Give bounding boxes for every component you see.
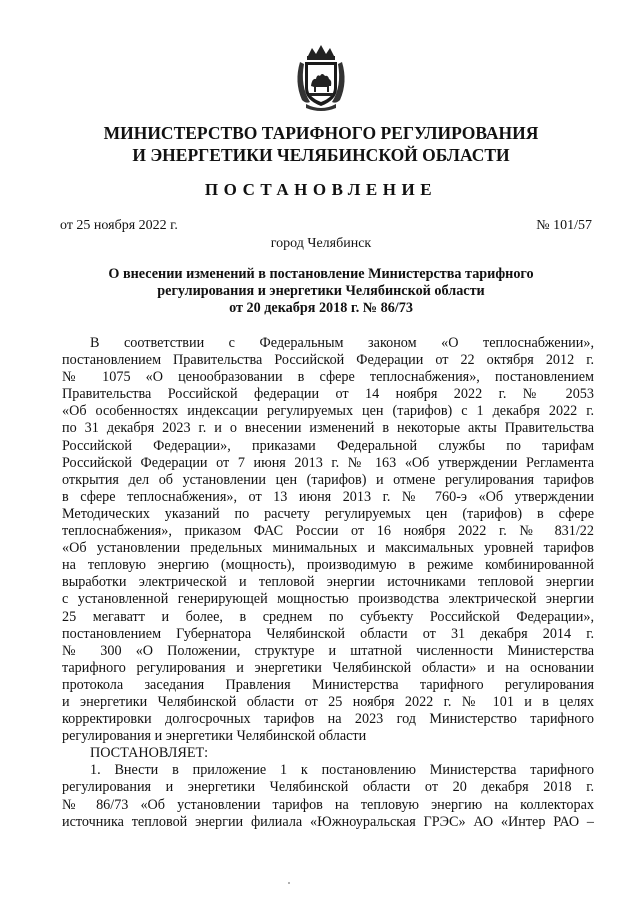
body-line: «Об особенностях индексации регулируемых цен (тарифов) с 1 декабря 2022 г. [62, 403, 594, 420]
item-line: источника тепловой энергии филиала «Южноуральская ГРЭС» АО «Интер РАО – [62, 813, 594, 830]
body-line: на тепловую энергию (мощность), производимую в режиме комбинированной [62, 557, 594, 574]
body-line: № 1075 «О ценообразовании в сфере теплоснабжения», постановлением [62, 369, 594, 386]
body-line: выработки электрической и тепловой энергии источниками тепловой энергии [62, 574, 594, 591]
body-line: теплоснабжения», приказом ФАС России от 16 ноября 2022 г. № 831/22 [62, 523, 594, 540]
title-line: регулирования и энергетики Челябинской области [157, 283, 485, 299]
body-line: регулирования и энергетики Челябинской области [62, 728, 367, 745]
document-city: город Челябинск [270, 236, 372, 251]
title-line: О внесении изменений в постановление Министерства тарифного [108, 266, 534, 282]
body-line: «Об установлении предельных минимальных и максимальных уровней тарифов [62, 540, 594, 557]
document-number: № 101/57 [536, 218, 592, 233]
body-line: тарифного регулирования и энергетики Челябинской области» и на основании [62, 659, 594, 676]
body-line: 25 мегаватт и более, в среднем по субъекту Российской Федерации», [62, 608, 594, 625]
ministry-line-1: МИНИСТЕРСТВО ТАРИФНОГО РЕГУЛИРОВАНИЯ [103, 123, 539, 143]
body-line: Правительства Российской федерации от 14 ноября 2022 г. № 2053 [62, 386, 594, 403]
body-line: № 300 «О Положении, структуре и штатной численности Министерства [62, 642, 594, 659]
body-line: открытия дел об установлении цен (тарифов) и отмене регулирования тарифов [62, 471, 594, 488]
coat-of-arms-icon [292, 42, 350, 114]
document-title [60, 266, 582, 317]
body-line: Российской Федерации от 7 июня 2013 г. № 163 «Об утверждении Регламента [62, 454, 594, 471]
body-line: постановлением Губернатора Челябинской области от 31 декабря 2014 г. [62, 625, 594, 642]
body-line: в сфере теплоснабжения», от 13 июня 2013 г. № 760-э «Об утверждении [62, 488, 594, 505]
body-line: постановлением Правительства Российской Федерации от 22 октября 2012 г. [62, 352, 594, 369]
ministry-name [60, 122, 582, 166]
body-line: с установленной генерирующей мощностью производства электрической энергии [62, 591, 594, 608]
scan-speck [288, 882, 290, 884]
body-line: и энергетики Челябинской области от 25 ноября 2022 г. № 101 и в целях [62, 693, 594, 710]
ministry-line-2: И ЭНЕРГЕТИКИ ЧЕЛЯБИНСКОЙ ОБЛАСТИ [132, 145, 510, 165]
title-line: от 20 декабря 2018 г. № 86/73 [229, 300, 413, 316]
item-line: № 86/73 «Об установлении тарифов на тепловую энергию на коллекторах [62, 796, 594, 813]
body-line: по 31 декабря 2023 г. и о внесении изменений в некоторые акты Правительства [62, 420, 594, 437]
body-line: В соответствии с Федеральным законом «О теплоснабжении», [90, 335, 594, 351]
body-line: протокола заседания Правления Министерства тарифного регулирования [62, 676, 594, 693]
body-line: корректировки долгосрочных тарифов на 2023 год Министерство тарифного [62, 711, 594, 728]
body-line: Российской Федерации», приказами Федеральной службы по тарифам [62, 437, 594, 454]
document-type: ПОСТАНОВЛЕНИЕ [204, 180, 438, 199]
document-body [62, 335, 594, 831]
item-line: 1. Внести в приложение 1 к постановлению Министерства тарифного [90, 762, 594, 779]
resolves-heading: ПОСТАНОВЛЯЕТ: [90, 745, 209, 762]
document-date: от 25 ноября 2022 г. [60, 218, 178, 233]
item-line: регулирования и энергетики Челябинской области от 20 декабря 2018 г. [62, 779, 594, 796]
body-line: Методических указаний по расчету регулируемых цен (тарифов) в сфере [62, 505, 594, 522]
